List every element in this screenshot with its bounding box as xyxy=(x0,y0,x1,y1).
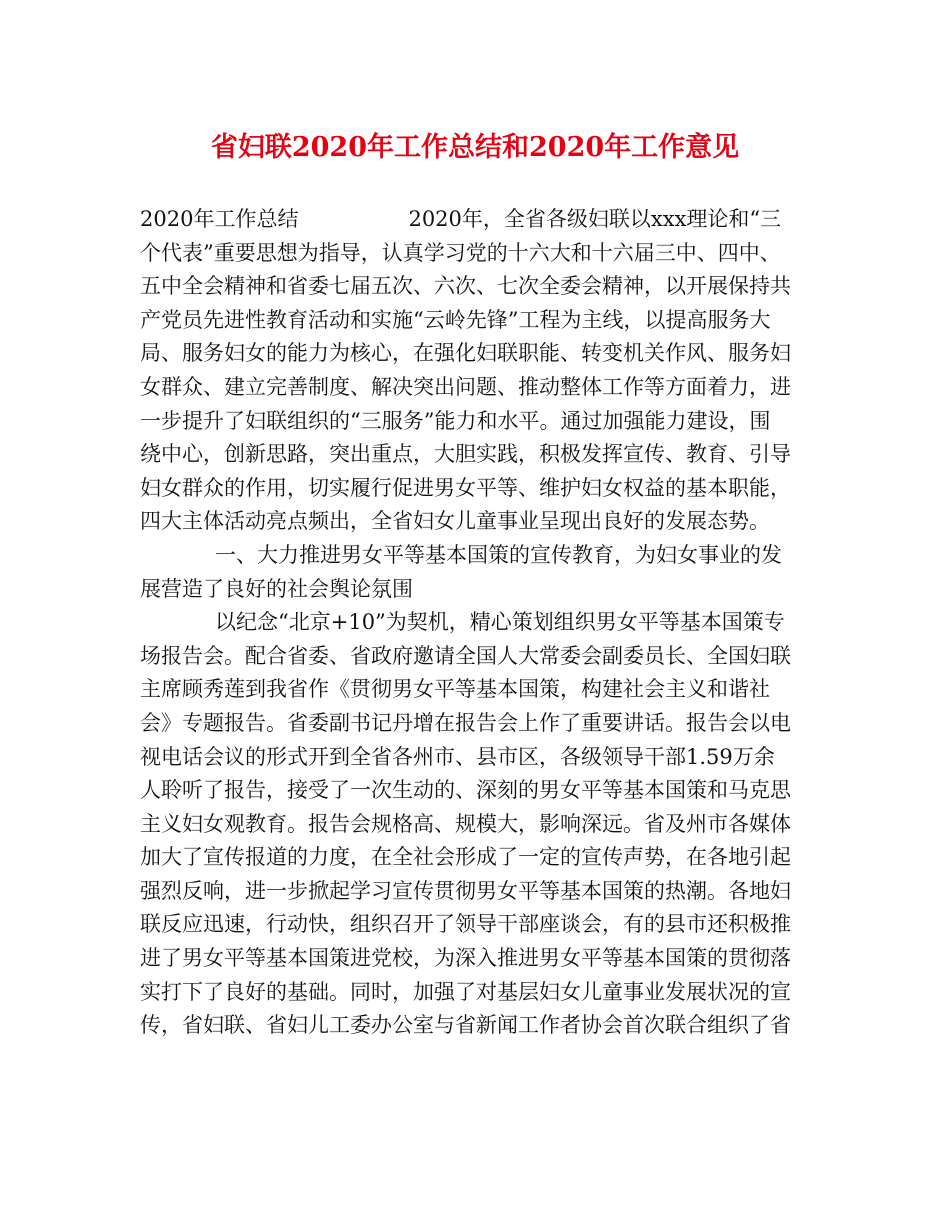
text-line: 实打下了良好的基础。同时，加强了对基层妇女儿童事业发展状况的宣 xyxy=(140,979,791,1004)
text-line: 会》专题报告。省委副书记丹增在报告会上作了重要讲话。报告会以电 xyxy=(140,710,791,735)
text-line: 绕中心，创新思路，突出重点，大胆实践，积极发挥宣传、教育、引导 xyxy=(140,442,791,467)
text-line: 强烈反响，进一步掀起学习宣传贯彻男女平等基本国策的热潮。各地妇 xyxy=(140,878,791,903)
text-line: 产党员先进性教育活动和实施“云岭先锋”工程为主线，以提高服务大 xyxy=(140,307,771,332)
text-line: 传，省妇联、省妇儿工委办公室与省新闻工作者协会首次联合组织了省 xyxy=(140,1013,791,1038)
text-line: 进了男女平等基本国策进党校，为深入推进男女平等基本国策的贯彻落 xyxy=(140,946,791,971)
text-line: 妇女群众的作用，切实履行促进男女平等、维护妇女权益的基本职能， xyxy=(140,475,791,500)
text-line: 主义妇女观教育。报告会规格高、规模大，影响深远。省及州市各媒体 xyxy=(140,811,791,836)
document-body xyxy=(140,203,820,1043)
text-line: 四大主体活动亮点频出，全省妇女儿童事业呈现出良好的发展态势。 xyxy=(140,509,770,534)
text-line: 以纪念“北京+10”为契机，精心策划组织男女平等基本国策专 xyxy=(215,610,785,635)
document-title: 省妇联2020年工作总结和2020年工作意见 xyxy=(210,132,740,163)
text-line: 女群众、建立完善制度、解决突出问题、推动整体工作等方面着力，进 xyxy=(140,374,791,399)
section-heading-line: 一、大力推进男女平等基本国策的宣传教育，为妇女事业的发 xyxy=(215,542,782,567)
text-line: 人聆听了报告，接受了一次生动的、深刻的男女平等基本国策和马克思 xyxy=(140,778,791,803)
text-line: 五中全会精神和省委七届五次、六次、七次全委会精神，以开展保持共 xyxy=(140,274,791,299)
text-line: 视电话会议的形式开到全省各州市、县市区，各级领导干部1.59万余 xyxy=(140,744,775,769)
text-line: 个代表”重要思想为指导，认真学习党的十六大和十六届三中、四中、 xyxy=(140,240,781,265)
text-line xyxy=(140,203,820,237)
text-line: 加大了宣传报道的力度，在全社会形成了一定的宣传声势，在各地引起 xyxy=(140,845,791,870)
section-label: 2020年工作总结 xyxy=(140,207,299,231)
text-line: 局、服务妇女的能力为核心，在强化妇联职能、转变机关作风、服务妇 xyxy=(140,341,791,366)
section-heading-line: 展营造了良好的社会舆论氛围 xyxy=(140,576,413,601)
text-line: 一步提升了妇联组织的“三服务”能力和水平。通过加强能力建设，围 xyxy=(140,408,771,433)
text-line: 联反应迅速，行动快，组织召开了领导干部座谈会，有的县市还积极推 xyxy=(140,912,791,937)
text-line: 场报告会。配合省委、省政府邀请全国人大常委会副委员长、全国妇联 xyxy=(140,643,791,668)
text-line: 主席顾秀莲到我省作《贯彻男女平等基本国策，构建社会主义和谐社 xyxy=(140,677,770,702)
paragraph-text: 2020年，全省各级妇联以xxx理论和“三 xyxy=(408,207,782,231)
